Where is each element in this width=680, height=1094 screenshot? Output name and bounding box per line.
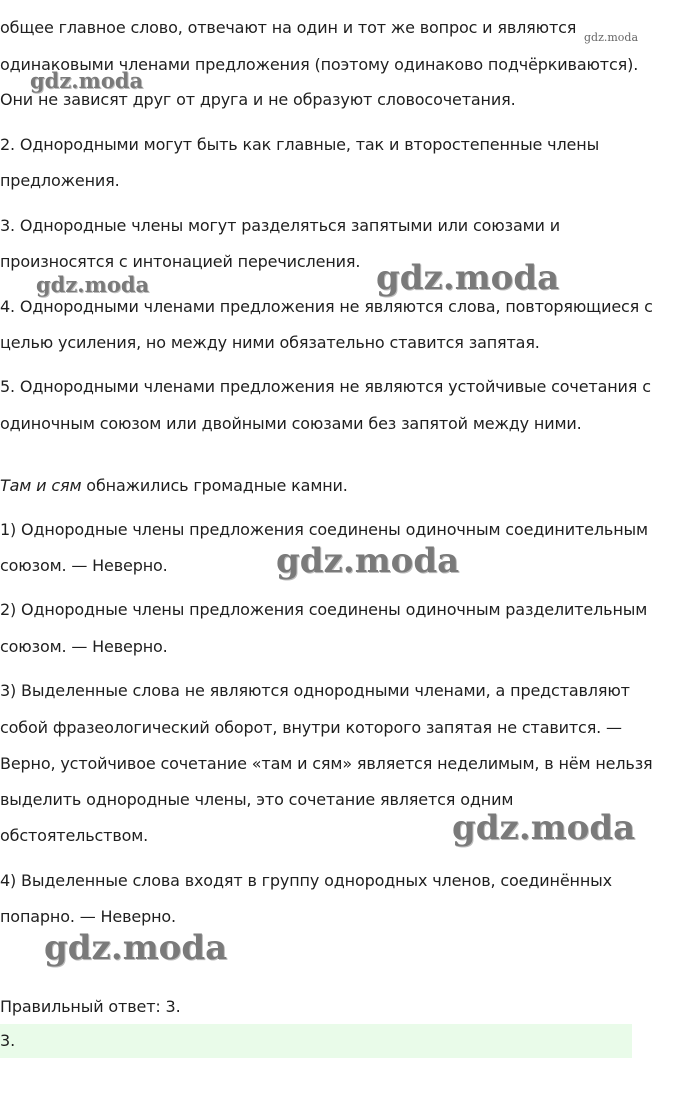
answer-box-text: 3. bbox=[0, 1031, 16, 1050]
watermark: gdz.moda bbox=[376, 258, 560, 298]
text-line: целью усиления, но между ними обязательно ставится запятая. bbox=[0, 333, 540, 352]
text-line: 3. Однородные члены могут разделяться запятыми или союзами и bbox=[0, 216, 560, 235]
text-line: одинаковыми членами предложения (поэтому одинаково подчёркиваются). bbox=[0, 55, 639, 74]
option-line: выделить однородные члены, это сочетание является одним bbox=[0, 790, 514, 809]
highlighted-phrase: Там и сям bbox=[0, 476, 82, 495]
sentence-rest: обнажились громадные камни. bbox=[81, 476, 348, 495]
text-line: 5. Однородными членами предложения не являются устойчивые сочетания с bbox=[0, 377, 651, 396]
option-line: союзом. — Неверно. bbox=[0, 637, 168, 656]
text-line: одиночным союзом или двойными союзами без запятой между ними. bbox=[0, 414, 582, 433]
text-line: предложения. bbox=[0, 171, 120, 190]
text-line: 4. Однородными членами предложения не являются слова, повторяющиеся с bbox=[0, 297, 653, 316]
watermark: gdz.moda bbox=[36, 272, 150, 297]
option-line: 4) Выделенные слова входят в группу однородных членов, соединённых bbox=[0, 871, 612, 890]
option-line: 2) Однородные члены предложения соединены одиночным разделительным bbox=[0, 600, 648, 619]
correct-answer-text: Правильный ответ: 3. bbox=[0, 997, 181, 1016]
option-line: 1) Однородные члены предложения соединены одиночным соединительным bbox=[0, 520, 648, 539]
option-line: Верно, устойчивое сочетание «там и сям» является неделимым, в нём нельзя bbox=[0, 754, 653, 773]
text-line: произносятся с интонацией перечисления. bbox=[0, 252, 361, 271]
watermark: gdz.moda bbox=[276, 541, 460, 581]
option-line: 3) Выделенные слова не являются однородными членами, а представляют bbox=[0, 681, 630, 700]
watermark: gdz.moda bbox=[452, 808, 636, 848]
option-line: собой фразеологический оборот, внутри которого запятая не ставится. — bbox=[0, 718, 622, 737]
text-line: общее главное слово, отвечают на один и тот же вопрос и являются bbox=[0, 18, 577, 37]
answer-box bbox=[0, 1024, 632, 1058]
option-line: союзом. — Неверно. bbox=[0, 556, 168, 575]
text-line: 2. Однородными могут быть как главные, так и второстепенные члены bbox=[0, 135, 600, 154]
watermark: gdz.moda bbox=[44, 928, 228, 968]
watermark: gdz.moda bbox=[30, 68, 144, 93]
option-line: попарно. — Неверно. bbox=[0, 907, 176, 926]
example-sentence bbox=[0, 468, 348, 504]
option-line: обстоятельством. bbox=[0, 826, 149, 845]
watermark: gdz.moda bbox=[584, 31, 639, 44]
text-line: Они не зависят друг от друга и не образуют словосочетания. bbox=[0, 90, 516, 109]
